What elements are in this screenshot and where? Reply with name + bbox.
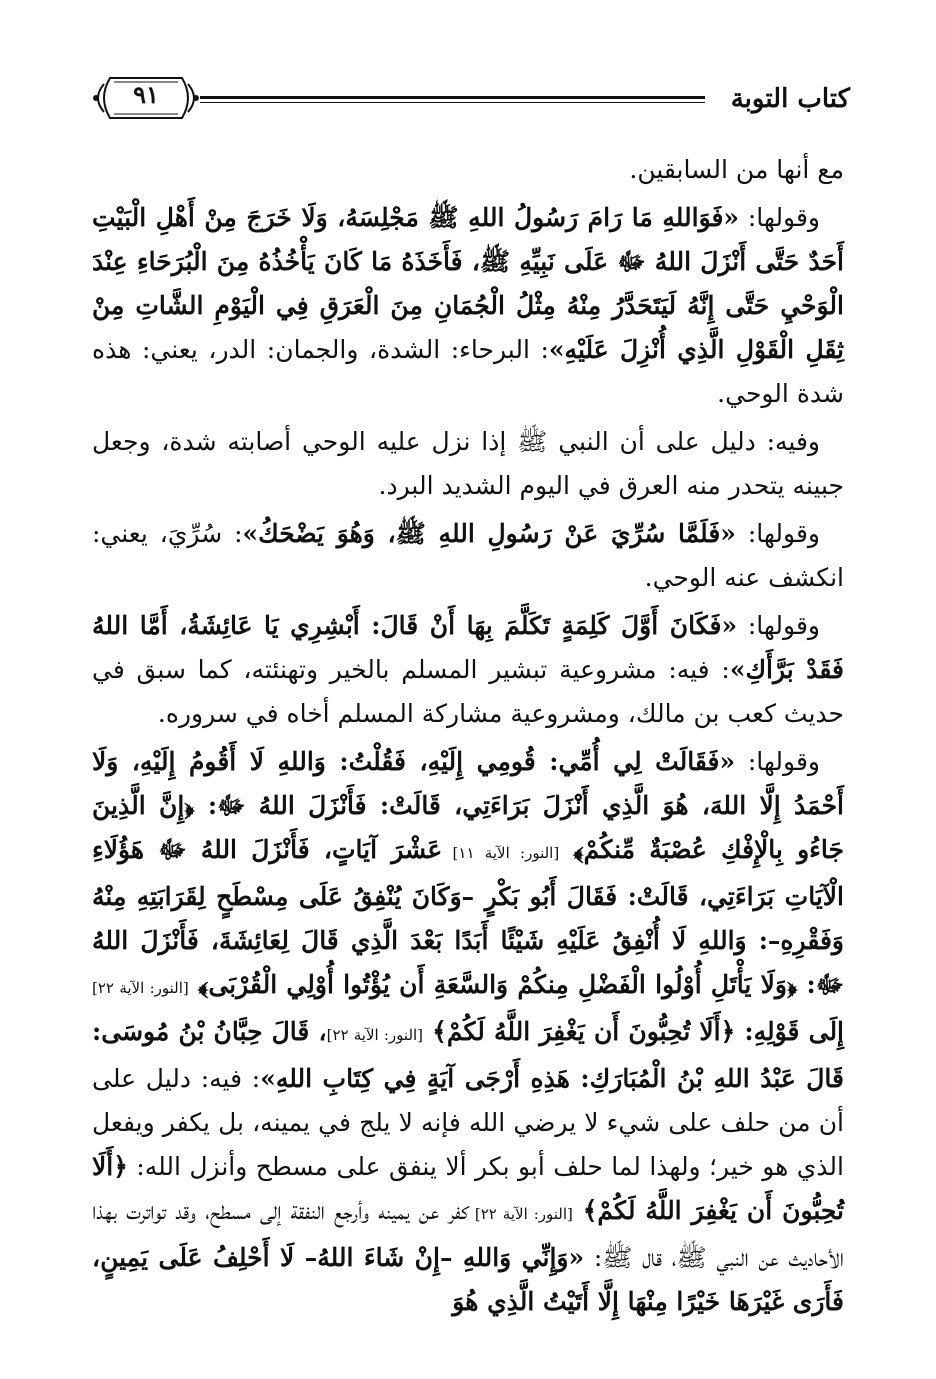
page-number: ٩١ xyxy=(133,80,159,109)
quote-text: «فَكَانَ أَوَّلَ كَلِمَةٍ تَكَلَّمَ بِهَا أَنْ قَالَ: أَبْشِرِي يَا عَائِشَةُ، أَمَّا اللهُ فَقَدْ بَرَّأَكِ» xyxy=(92,611,844,684)
commentary-text: : فيه: دليل على أن من حلف على شيء لا يرضي الله فإنه لا يلج في يمينه، بل يكفر ويفعل الذي هو خير؛ ولهذا لما حلف أبو بكر ألا ينفق على مسطح وأنزل الله: xyxy=(92,1064,844,1181)
quote-text: إِلَى قَوْلِهِ: ﴿أَلَا تُحِبُّونَ أَن يَغْفِرَ اللَّهُ لَكُمْ﴾ xyxy=(423,1017,845,1046)
commentary-text: : البرحاء: الشدة، والجمان: الدر، يعني: هذه شدة الوحي. xyxy=(92,335,844,408)
quote-text: «وَإِنِّي وَاللهِ –إِنْ شَاءَ اللهُ– لَا أَحْلِفُ عَلَى يَمِينٍ، فَأَرَى غَيْرَهَا خَيْرًا مِنْهَا إِلَّا أَتَيْتُ الَّذِي هُوَ xyxy=(92,1243,844,1316)
commentary-text: : فيه: مشروعية تبشير المسلم بالخير وتهنئته، كما سبق في حديث كعب بن مالك، ومشروعية مشاركة المسلم أخاه في سروره. xyxy=(92,655,844,728)
commentary-text: مع أنها من السابقين. xyxy=(629,155,844,184)
paragraph xyxy=(92,604,844,736)
commentary-text: وقولها: xyxy=(735,519,820,548)
quote-text: ﴿أَلَا تُحِبُّونَ أَن يَغْفِرَ اللَّهُ لَكُمْ﴾ xyxy=(92,1152,845,1225)
paragraph xyxy=(92,740,844,1324)
citation: [النور: الآية ٢٢] xyxy=(326,1026,424,1044)
quote-text: «فَقَالَتْ لِي أُمِّي: قُومِي إِلَيْهِ، فَقُلْتُ: وَاللهِ لَا أَقُومُ إِلَيْهِ، وَلَا أَحْمَدُ إِلَّا اللهَ، هُوَ الَّذِي أَنْزَلَ بَرَاءَتِي، قَالَتْ: فَأَنْزَلَ اللهُ ﷻ: ﴿إِنَّ الَّذِينَ جَاءُو بِالْإِفْكِ عُصْبَةٌ مِّنكُمْ﴾ xyxy=(92,747,844,864)
paragraph xyxy=(92,420,844,508)
commentary-text: وقولها: xyxy=(735,747,820,776)
quote-text: ، قَالَ حِبَّانُ بْنُ مُوسَى: قَالَ عَبْدُ اللهِ بْنُ الْمُبَارَكِ: هَذِهِ أَرْجَى آيَةٍ فِي كِتَابِ اللهِ» xyxy=(92,1017,844,1093)
commentary-text: وقولها: xyxy=(737,611,820,640)
commentary-text: : سُرِّيَ، يعني: انكشف عنه الوحي. xyxy=(92,519,844,592)
commentary-text: كفر عن يمينه وأرجع النفقة إلى مسطح، وقد تواترت بهذا الأحاديث عن النبي ﷺ، قال ﷺ: xyxy=(92,1196,844,1272)
citation: [النور: الآية ٢٢] xyxy=(468,1205,573,1223)
quote-text: عَشْرَ آيَاتٍ، فَأَنْزَلَ اللهُ ﷻ هَؤُلَاءِ الْآيَاتِ بَرَاءَتِي، قَالَتْ: فَقَالَ أَبُو بَكْرٍ –وَكَانَ يُنْفِقُ عَلَى مِسْطَحٍ لِقَرَابَتِهِ مِنْهُ وَفَقْرِهِ–: وَاللهِ لَا أُنْفِقُ عَلَيْهِ شَيْئًا أَبَدًا بَعْدَ الَّذِي قَالَ لِعَائِشَةَ، فَأَنْزَلَ اللهُ ﷻ: ﴿وَلَا يَأْتَلِ أُوْلُوا الْفَضْلِ مِنكُمْ وَالسَّعَةِ أَن يُؤْتُوا أُوْلِي الْقُرْبَى﴾ xyxy=(92,835,845,999)
paragraph xyxy=(92,148,844,192)
paragraph xyxy=(92,512,844,600)
quote-text: «فَلَمَّا سُرِّيَ عَنْ رَسُولِ اللهِ ﷺ، وَهُوَ يَضْحَكُ» xyxy=(242,519,736,548)
citation: [النور: الآية ١١] xyxy=(442,844,560,862)
page-header xyxy=(90,70,850,130)
paragraph xyxy=(92,196,844,416)
book-title: كتاب التوبة xyxy=(730,84,850,114)
commentary-text: وقولها: xyxy=(739,203,820,232)
commentary-text: وفيه: دليل على أن النبي ﷺ إذا نزل عليه الوحي أصابته شدة، وجعل جبينه يتحدر منه العرق في اليوم الشديد البرد. xyxy=(92,427,844,500)
citation: [النور: الآية ٢٢] xyxy=(92,979,189,997)
page-body xyxy=(92,148,844,1328)
page-number-ornament xyxy=(90,70,202,126)
header-rule xyxy=(200,96,705,103)
quote-text: «فَوَاللهِ مَا رَامَ رَسُولُ اللهِ ﷺ مَجْلِسَهُ، وَلَا خَرَجَ مِنْ أَهْلِ الْبَيْتِ أَحَدٌ حَتَّى أَنْزَلَ اللهُ ﷻ عَلَى نَبِيِّهِ ﷺ، فَأَخَذَهُ مَا كَانَ يَأْخُذُهُ مِنَ الْبُرَحَاءِ عِنْدَ الْوَحْيِ حَتَّى إِنَّهُ لَيَتَحَدَّرُ مِنْهُ مِثْلُ الْجُمَانِ مِنَ الْعَرَقِ فِي الْيَوْمِ الشَّاتِ مِنْ ثِقَلِ الْقَوْلِ الَّذِي أُنْزِلَ عَلَيْهِ» xyxy=(92,203,844,364)
